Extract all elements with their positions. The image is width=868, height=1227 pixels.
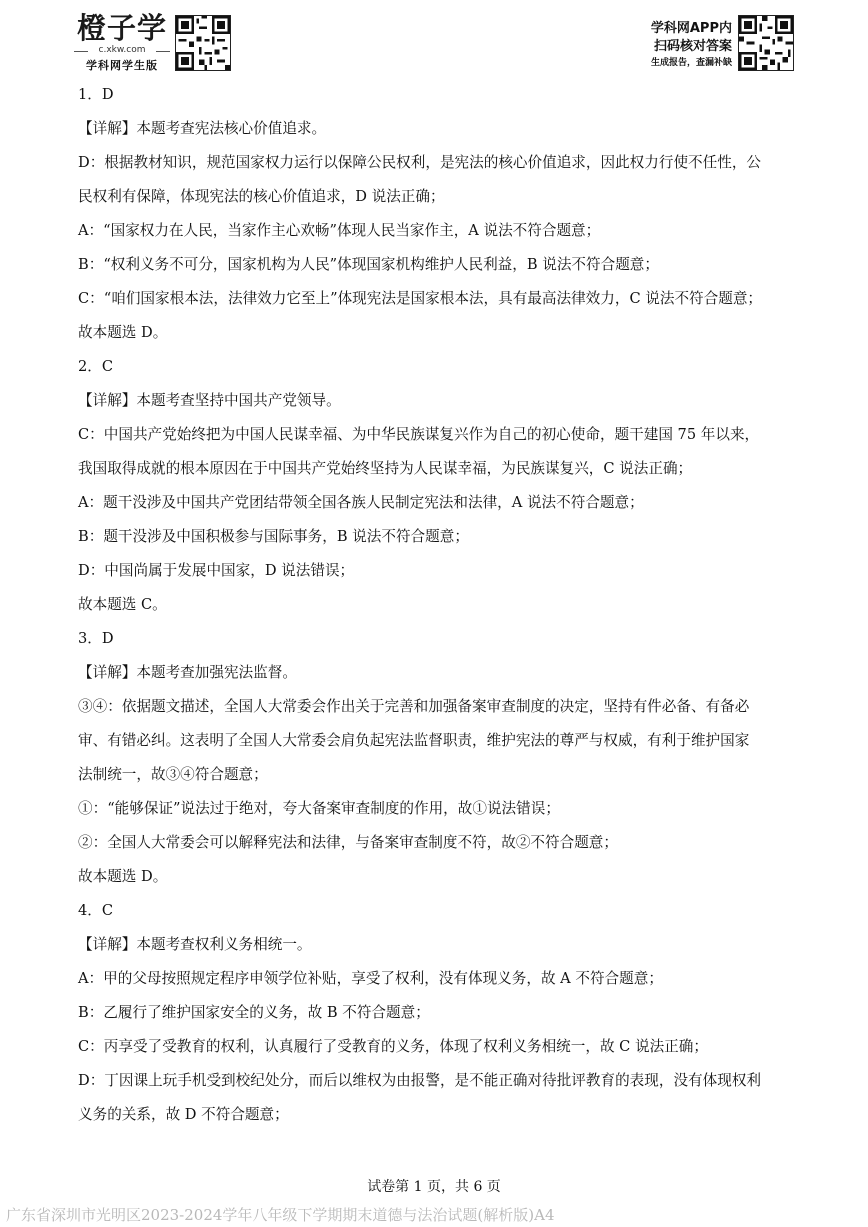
page-footer: 试卷第 1 页，共 6 页 [367, 1179, 501, 1195]
text-line: ①：“能够保证”说法过于绝对，夸大备案审查制度的作用，故①说法错误； [78, 800, 560, 817]
app-promo-line2: 扫码核对答案 [653, 39, 732, 54]
text-line: 1．D [78, 86, 114, 103]
text-line: 民权利有保障，体现宪法的核心价值追求，D 说法正确； [78, 188, 445, 205]
text-line: 法制统一，故③④符合题意； [78, 766, 268, 783]
qr-code-left-icon [175, 15, 231, 71]
text-line: ②：全国人大常委会可以解释宪法和法律，与备案审查制度不符，故②不符合题意； [78, 834, 618, 851]
brand-subtitle: 学科网学生版 [86, 59, 158, 72]
text-line: B：乙履行了维护国家安全的义务，故 B 不符合题意； [78, 1004, 430, 1021]
text-line: ③④：依据题文描述，全国人大常委会作出关于完善和加强备案审查制度的决定，坚持有件必备、有备必 [78, 698, 750, 715]
brand-logo [72, 12, 172, 73]
text-line: 2．C [78, 358, 114, 375]
text-line: 义务的关系，故 D 不符合题意； [78, 1106, 289, 1123]
document-watermark: 广东省深圳市光明区2023-2024学年八年级下学期期末道德与法治试题(解析版)A4 [6, 1206, 555, 1224]
app-promo [651, 20, 732, 70]
app-promo-line1: 学科网APP内 [650, 21, 732, 36]
text-line: 【详解】本题考查坚持中国共产党领导。 [78, 392, 341, 409]
text-line: 【详解】本题考查权利义务相统一。 [78, 936, 312, 953]
qr-code-right-icon [738, 15, 794, 71]
text-line: B：题干没涉及中国积极参与国际事务，B 说法不符合题意； [78, 528, 469, 545]
qr-pattern-left [176, 16, 230, 70]
text-line: D：根据教材知识，规范国家权力运行以保障公民权利，是宪法的核心价值追求，因此权力行使不任性，公 [78, 154, 762, 171]
text-line: A：题干没涉及中国共产党团结带领全国各族人民制定宪法和法律，A 说法不符合题意； [78, 494, 644, 511]
text-line: D：中国尚属于发展中国家，D 说法错误； [78, 562, 355, 579]
page-header [0, 0, 868, 78]
text-line: B：“权利义务不可分，国家机构为人民”体现国家机构维护人民利益，B 说法不符合题意； [78, 256, 659, 273]
app-promo-line3: 生成报告，查漏补缺 [650, 58, 732, 68]
brand-url: c.xkw.com [72, 45, 172, 55]
text-line: 【详解】本题考查加强宪法监督。 [78, 664, 297, 681]
text-line: 故本题选 D。 [78, 324, 168, 341]
text-line: 审、有错必纠。这表明了全国人大常委会肩负起宪法监督职责，维护宪法的尊严与权威，有利于维护国家 [78, 732, 750, 749]
text-line: 【详解】本题考查宪法核心价值追求。 [78, 120, 327, 137]
text-line: 我国取得成就的根本原因在于中国共产党始终坚持为人民谋幸福，为民族谋复兴，C 说法正确； [78, 460, 693, 477]
text-line: A：甲的父母按照规定程序申领学位补贴，享受了权利，没有体现义务，故 A 不符合题意； [78, 970, 663, 987]
text-line: 3．D [78, 630, 114, 647]
text-line: D：丁因课上玩手机受到校纪处分，而后以维权为由报警，是不能正确对待批评教育的表现，没有体现权利 [78, 1072, 762, 1089]
answer-content [78, 78, 792, 1132]
text-line: A：“国家权力在人民，当家作主心欢畅”体现人民当家作主，A 说法不符合题意； [78, 222, 601, 239]
text-line: C：中国共产党始终把为中国人民谋幸福、为中华民族谋复兴作为自己的初心使命，题干建国 75 年以来， [78, 426, 760, 443]
brand-title: 橙子学 [76, 11, 167, 45]
text-line: C：“咱们国家根本法，法律效力它至上”体现宪法是国家根本法，具有最高法律效力，C 说法不符合题意； [78, 290, 763, 307]
text-line: 故本题选 C。 [78, 596, 167, 613]
qr-pattern-right [739, 16, 793, 70]
text-line: 4．C [78, 902, 114, 919]
text-line: C：丙享受了受教育的权利，认真履行了受教育的义务，体现了权利义务相统一，故 C 说法正确； [78, 1038, 708, 1055]
text-line: 故本题选 D。 [78, 868, 168, 885]
